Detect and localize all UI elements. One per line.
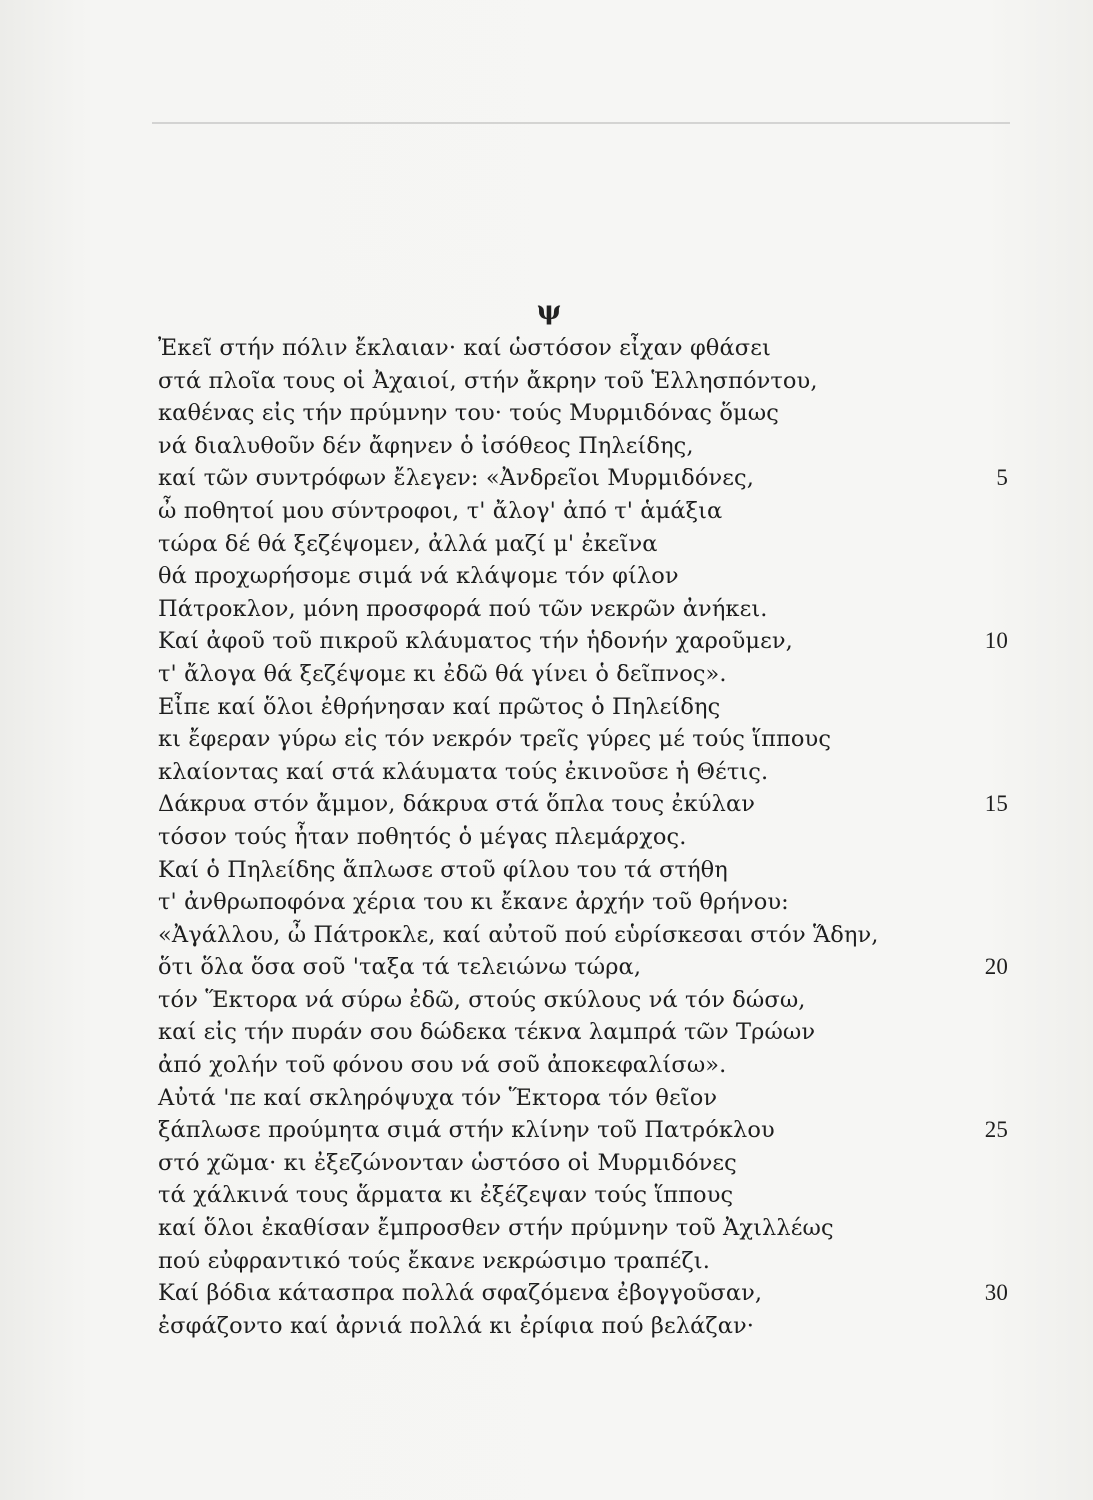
line-text: Ἐκεῖ στήν πόλιν ἔκλαιαν· καί ὡστόσον εἶχαν φθάσει (158, 335, 771, 361)
poem-line (158, 430, 1008, 463)
line-text: τώρα δέ θά ξεζέψομεν, ἀλλά μαζί μ' ἐκεῖνα (158, 530, 658, 557)
poem-line (158, 1310, 1008, 1343)
line-text: ἐσφάζοντο καί ἀρνιά πολλά κι ἐρίφια πού βελάζαν· (158, 1312, 755, 1339)
poem-line (158, 1114, 1008, 1147)
poem-line (158, 1212, 1008, 1245)
poem-line (158, 495, 1008, 528)
poem-line (158, 1245, 1008, 1278)
line-text: κι ἔφεραν γύρω εἰς τόν νεκρόν τρεῖς γύρες μέ τούς ἵππους (158, 726, 832, 753)
line-number: 15 (984, 791, 1008, 817)
line-text: καθένας εἰς τήν πρύμνην του· τούς Μυρμιδόνας ὅμως (158, 400, 779, 427)
line-text: ἀπό χολήν τοῦ φόνου σου νά σοῦ ἀποκεφαλίσω». (158, 1052, 727, 1079)
line-text: Καί ἀφοῦ τοῦ πικροῦ κλάυματος τήν ἡδονήν χαροῦμεν, (158, 628, 793, 655)
line-text: ξάπλωσε προύμητα σιμά στήν κλίνην τοῦ Πατρόκλου (158, 1117, 775, 1144)
poem-line (158, 1147, 1008, 1180)
line-text: τά χάλκινά τους ἅρματα κι ἐξέζεψαν τούς ἵππους (158, 1182, 734, 1209)
poem-line (158, 658, 1008, 691)
line-text: Αὐτά 'πε καί σκληρόψυχα τόν Ἕκτορα τόν θεῖον (158, 1084, 718, 1111)
poem-line (158, 593, 1008, 626)
line-number: 20 (984, 954, 1008, 980)
line-text: τόσον τούς ἦταν ποθητός ὁ μέγας πλεμάρχος. (158, 823, 687, 850)
poem-text (158, 332, 1008, 1342)
line-number: 5 (996, 465, 1008, 491)
poem-line (158, 854, 1008, 887)
line-text: καί τῶν συντρόφων ἔλεγεν: «Ἀνδρεῖοι Μυρμιδόνες, (158, 465, 754, 492)
line-text: τ' ἄλογα θά ξεζέψομε κι ἐδῶ θά γίνει ὁ δεῖπνος». (158, 660, 727, 687)
line-text: Καί ὁ Πηλείδης ἅπλωσε στοῦ φίλου του τά στήθη (158, 856, 728, 883)
poem-line (158, 1179, 1008, 1212)
poem-line (158, 462, 1008, 495)
poem-line (158, 919, 1008, 952)
poem-line (158, 625, 1008, 658)
line-number: 10 (984, 628, 1008, 654)
poem-line (158, 821, 1008, 854)
line-number: 30 (984, 1280, 1008, 1306)
poem-line (158, 1277, 1008, 1310)
line-text: καί ὅλοι ἐκαθίσαν ἔμπροσθεν στήν πρύμνην τοῦ Ἀχιλλέως (158, 1215, 834, 1242)
poem-line (158, 528, 1008, 561)
line-text: ὦ ποθητοί μου σύντροφοι, τ' ἄλογ' ἀπό τ' ἁμάξια (158, 497, 723, 524)
line-text: ὅτι ὅλα ὅσα σοῦ 'ταξα τά τελειώνω τώρα, (158, 954, 642, 981)
poem-line (158, 691, 1008, 724)
line-text: κλαίοντας καί στά κλάυματα τούς ἐκινοῦσε ἡ Θέτις. (158, 758, 769, 785)
poem-line (158, 560, 1008, 593)
line-text: Καί βόδια κάτασπρα πολλά σφαζόμενα ἐβογγοῦσαν, (158, 1280, 763, 1307)
poem-line (158, 723, 1008, 756)
show-through-header-rule (152, 82, 1010, 124)
poem-line (158, 1082, 1008, 1115)
poem-line (158, 1049, 1008, 1082)
line-text: νά διαλυθοῦν δέν ἄφηνεν ὁ ἰσόθεος Πηλείδης, (158, 432, 694, 459)
poem-line (158, 886, 1008, 919)
line-text: Πάτροκλον, μόνη προσφορά πού τῶν νεκρῶν ἀνήκει. (158, 595, 768, 622)
rhapsody-letter-heading: ψ (536, 296, 562, 326)
poem-line (158, 756, 1008, 789)
poem-line (158, 788, 1008, 821)
line-text: Δάκρυα στόν ἄμμον, δάκρυα στά ὅπλα τους ἐκύλαν (158, 791, 756, 818)
line-text: στά πλοῖα τους οἱ Ἀχαιοί, στήν ἄκρην τοῦ Ἑλλησπόντου, (158, 367, 818, 394)
line-text: στό χῶμα· κι ἐξεζώνονταν ὡστόσο οἱ Μυρμιδόνες (158, 1149, 737, 1176)
line-text: θά προχωρήσομε σιμά νά κλάψομε τόν φίλον (158, 563, 679, 590)
poem-line (158, 397, 1008, 430)
poem-line (158, 984, 1008, 1017)
poem-line (158, 365, 1008, 398)
line-number: 25 (984, 1117, 1008, 1143)
line-text: καί εἰς τήν πυράν σου δώδεκα τέκνα λαμπρά τῶν Τρώων (158, 1019, 816, 1046)
line-text: τόν Ἕκτορα νά σύρω ἐδῶ, στούς σκύλους νά τόν δώσω, (158, 986, 806, 1013)
poem-line (158, 332, 1008, 365)
poem-line (158, 951, 1008, 984)
line-text: τ' ἀνθρωποφόνα χέρια του κι ἔκανε ἀρχήν τοῦ θρήνου: (158, 889, 789, 916)
line-text: «Ἀγάλλου, ὦ Πάτροκλε, καί αὐτοῦ πού εὑρίσκεσαι στόν Ἅδην, (158, 921, 879, 948)
poem-line (158, 1016, 1008, 1049)
line-text: πού εὐφραντικό τούς ἔκανε νεκρώσιμο τραπέζι. (158, 1247, 710, 1274)
line-text: Εἶπε καί ὅλοι ἐθρήνησαν καί πρῶτος ὁ Πηλείδης (158, 693, 721, 720)
